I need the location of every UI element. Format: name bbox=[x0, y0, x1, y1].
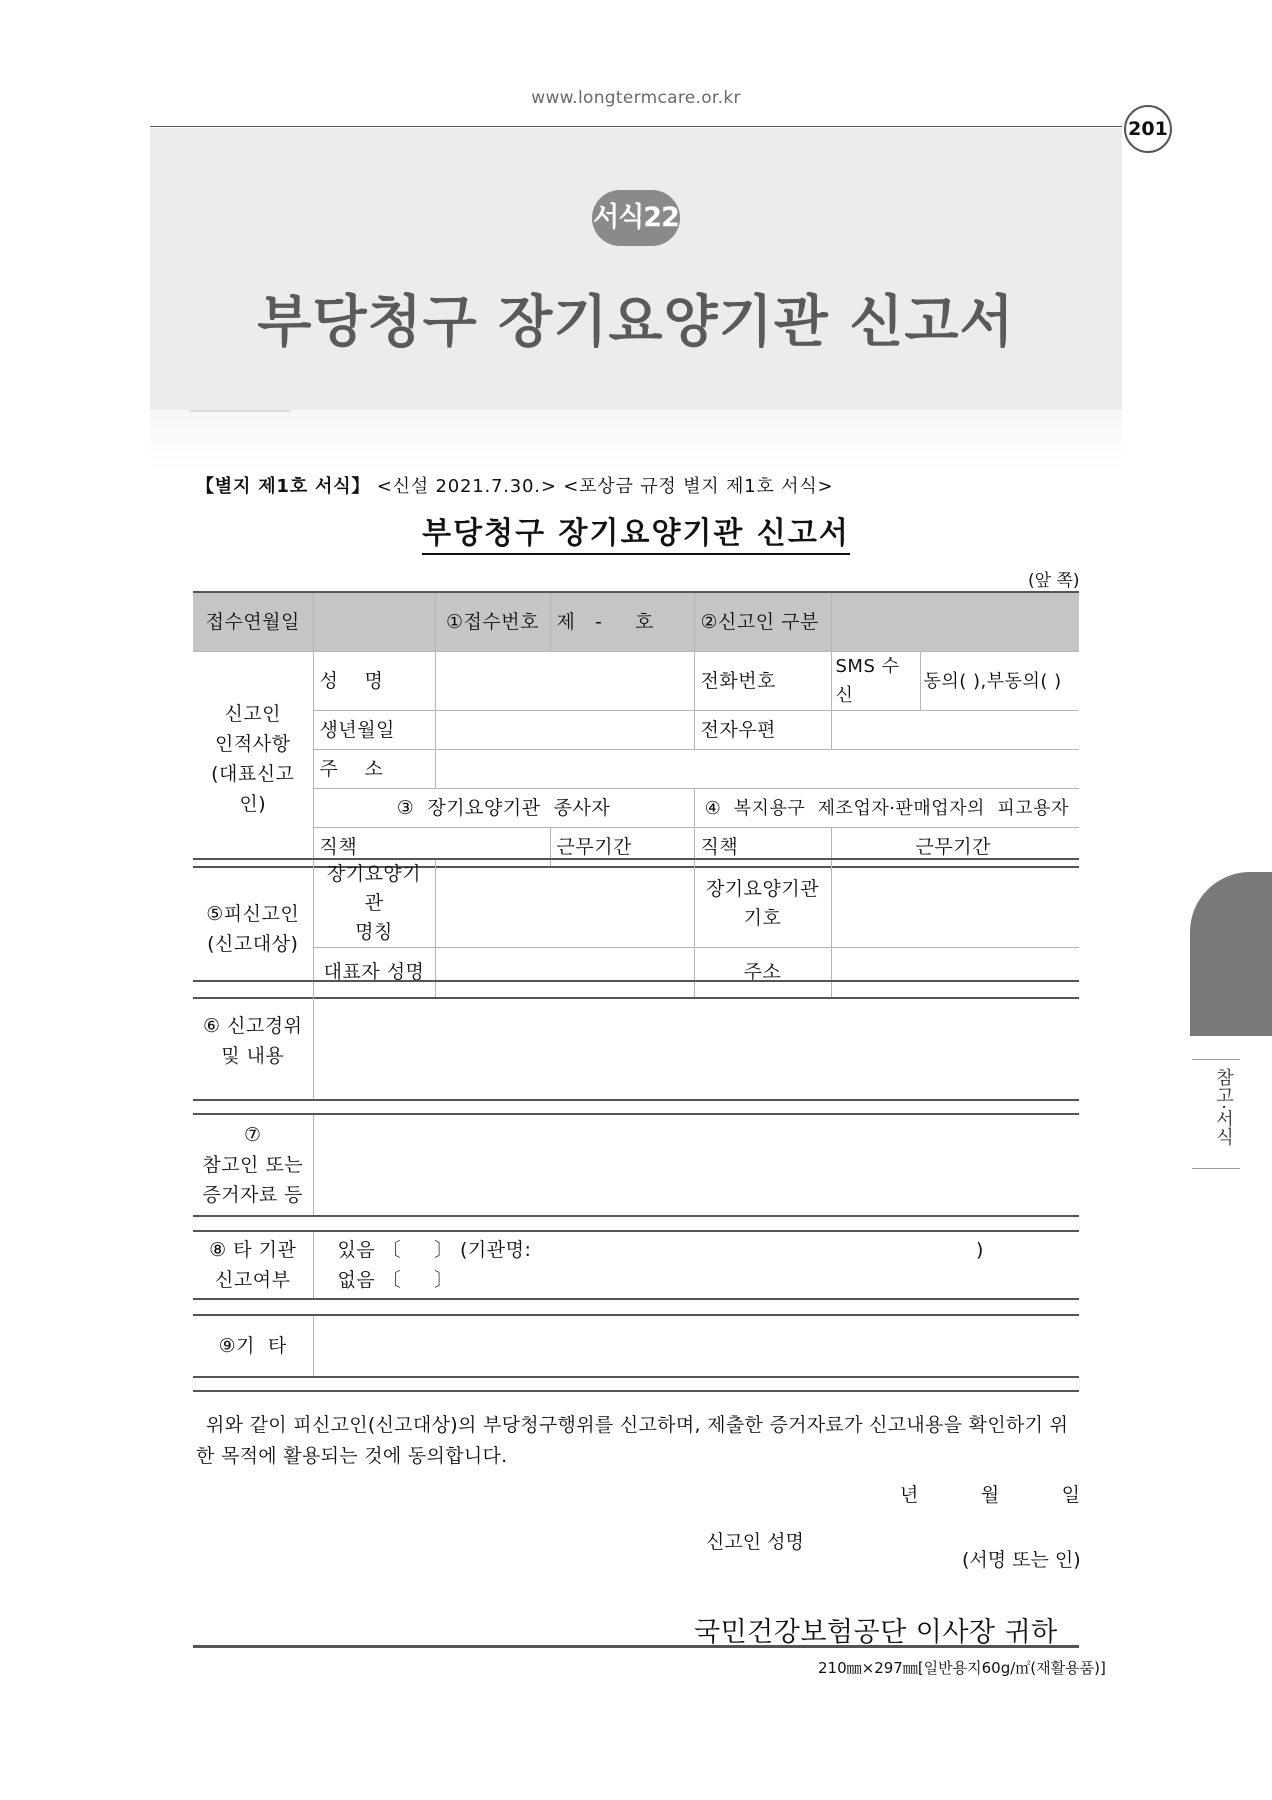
references-table bbox=[193, 1113, 1079, 1217]
references-label: ⑦ 참고인 또는 증거자료 등 bbox=[193, 1114, 313, 1216]
references-field[interactable] bbox=[313, 1114, 1079, 1216]
date-row bbox=[900, 1480, 1080, 1507]
other-agency-table bbox=[193, 1230, 1079, 1300]
form-header-note: <신설 2021.7.30.> <포상금 규정 별지 제1호 서식> bbox=[376, 476, 834, 497]
side-tab-rule-top bbox=[1192, 1059, 1240, 1060]
other-agency-yes-option[interactable]: 있음 〔 〕 (기관명: ) bbox=[337, 1239, 984, 1261]
title-banner bbox=[150, 128, 1122, 410]
side-tab-rule-bottom bbox=[1192, 1168, 1240, 1169]
signature-label[interactable]: (서명 또는 인) bbox=[962, 1549, 1081, 1571]
details-field[interactable] bbox=[313, 981, 1079, 1100]
employee-header: ③ 장기요양기관 종사자 bbox=[313, 789, 694, 828]
receipt-number-label: ①접수번호 bbox=[435, 592, 550, 652]
subject-rep-name-label: 대표자 성명 bbox=[313, 948, 435, 999]
subject-org-name-field[interactable] bbox=[435, 859, 694, 948]
subject-org-code-label: 장기요양기관 기호 bbox=[694, 859, 831, 948]
reporter-phone-label: 전화번호 bbox=[694, 652, 831, 711]
banner-fade bbox=[150, 410, 1122, 470]
receipt-row bbox=[193, 592, 1079, 652]
reporter-email-label: 전자우편 bbox=[694, 711, 831, 750]
side-tab-label[interactable]: 참고·서식 bbox=[1213, 1068, 1234, 1146]
consent-separator bbox=[193, 1390, 1079, 1392]
subject-org-name-label: 장기요양기관 명칭 bbox=[313, 859, 435, 948]
sms-label: SMS 수신 bbox=[831, 652, 920, 711]
reporter-address-label: 주 소 bbox=[313, 750, 435, 789]
reporter-name-field[interactable] bbox=[435, 652, 694, 711]
site-url[interactable]: www.longtermcare.or.kr bbox=[531, 88, 741, 108]
other-agency-no-option[interactable]: 없음 〔 〕 bbox=[337, 1269, 454, 1291]
consent-text: 위와 같이 피신고인(신고대상)의 부당청구행위를 신고하며, 제출한 증거자료가 신고내용을 확인하기 위한 목적에 활용되는 것에 동의합니다. bbox=[196, 1414, 1069, 1467]
reporter-birth-field[interactable] bbox=[435, 711, 694, 750]
applicant-name-label: 신고인 성명 bbox=[706, 1531, 804, 1553]
reporter-birth-label: 생년월일 bbox=[313, 711, 435, 750]
details-label: ⑥ 신고경위 및 내용 bbox=[193, 981, 313, 1100]
form-header-label: 【별지 제1호 서식】 bbox=[196, 476, 371, 497]
banner-divider bbox=[190, 410, 290, 412]
maker-period-label: 근무기간 bbox=[831, 828, 1079, 868]
form-title bbox=[150, 508, 1122, 552]
top-rule bbox=[150, 126, 1122, 127]
reporter-name-label: 성 명 bbox=[313, 652, 435, 711]
employee-position-label: 직책 bbox=[313, 828, 550, 868]
page-number: 201 bbox=[1124, 105, 1172, 153]
reporter-address-field[interactable] bbox=[435, 750, 1079, 789]
reporter-section-label: 신고인 인적사항 (대표신고인) bbox=[193, 652, 313, 868]
receipt-number-field[interactable]: 제 - 호 bbox=[550, 592, 694, 652]
subject-section-label: ⑤피신고인 (신고대상) bbox=[193, 859, 313, 998]
bottom-rule bbox=[193, 1645, 1079, 1648]
subject-org-code-field[interactable] bbox=[831, 859, 1079, 948]
reporter-type-label: ②신고인 구분 bbox=[694, 592, 831, 652]
maker-position-label: 직책 bbox=[694, 828, 831, 868]
etc-label: ⑨기 타 bbox=[193, 1315, 313, 1377]
paper-spec: 210㎜×297㎜[일반용지60g/㎡(재활용품)] bbox=[818, 1659, 1106, 1677]
reporter-type-field[interactable] bbox=[831, 592, 1079, 652]
banner-title: 부당청구 장기요양기관 신고서 bbox=[257, 290, 1015, 355]
other-agency-label: ⑧ 타 기관 신고여부 bbox=[193, 1231, 313, 1299]
maker-employee-header: ④ 복지용구 제조업자·판매업자의 피고용자 bbox=[694, 789, 1079, 828]
form-title-text: 부당청구 장기요양기관 신고서 bbox=[422, 516, 850, 555]
form-badge: 서식22 bbox=[592, 190, 680, 246]
side-tab-marker bbox=[1190, 872, 1272, 1036]
reporter-table bbox=[193, 591, 1079, 868]
etc-field[interactable] bbox=[313, 1315, 1079, 1377]
date-month[interactable]: 월 bbox=[980, 1484, 1000, 1506]
etc-table bbox=[193, 1314, 1079, 1378]
receipt-date-field[interactable] bbox=[313, 592, 435, 652]
addressee: 국민건강보험공단 이사장 귀하 bbox=[694, 1617, 1058, 1648]
subject-table bbox=[193, 858, 1079, 999]
form-header bbox=[196, 472, 833, 498]
employee-period-label: 근무기간 bbox=[550, 828, 694, 868]
subject-address-label: 주소 bbox=[694, 948, 831, 999]
receipt-date-label: 접수연월일 bbox=[193, 592, 313, 652]
reporter-email-field[interactable] bbox=[831, 711, 1079, 750]
sms-consent-options[interactable]: 동의( ),부동의( ) bbox=[920, 652, 1079, 711]
details-table bbox=[193, 980, 1079, 1101]
front-side-label: (앞 쪽) bbox=[1028, 571, 1080, 591]
date-day[interactable]: 일 bbox=[1061, 1484, 1080, 1506]
date-year[interactable]: 년 bbox=[900, 1484, 919, 1506]
